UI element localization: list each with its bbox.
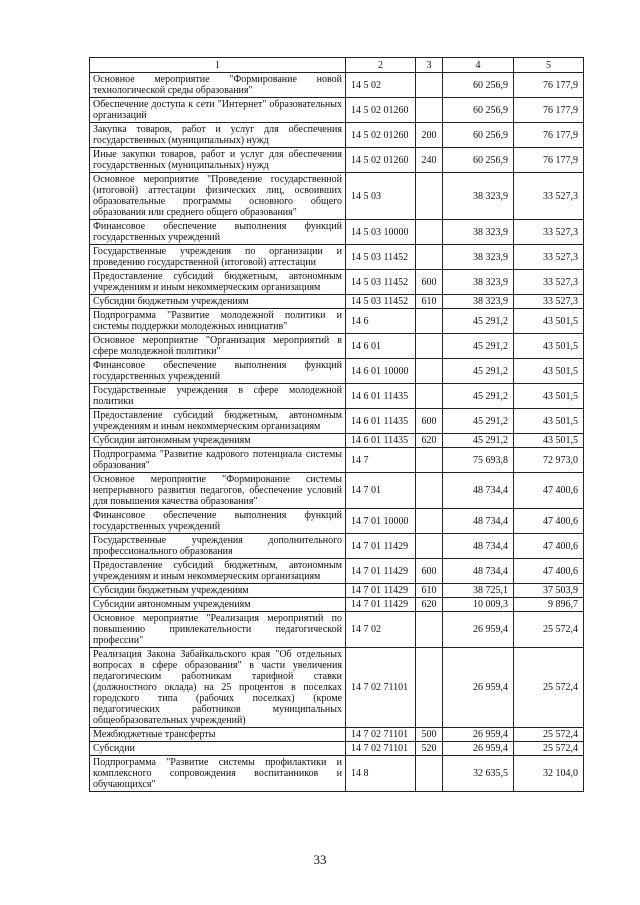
row-type [416, 309, 443, 334]
row-value-col4: 26 959,4 [443, 742, 514, 756]
row-value-col4: 60 256,9 [443, 73, 514, 98]
row-name: Иные закупки товаров, работ и услуг для обеспечения государственных (муниципальных) нужд [90, 148, 346, 173]
header-cell: 3 [416, 58, 443, 73]
row-name: Предоставление субсидий бюджетным, автономным учреждениям и иным некоммерческим организациям [90, 409, 346, 434]
table-row [90, 359, 584, 384]
table-row [90, 598, 584, 612]
row-name: Субсидии автономным учреждениям [90, 434, 346, 448]
row-type: 600 [416, 409, 443, 434]
row-value-col5: 47 400,6 [514, 559, 584, 584]
row-value-col5: 47 400,6 [514, 473, 584, 509]
row-type: 610 [416, 584, 443, 598]
row-value-col4: 38 323,9 [443, 245, 514, 270]
row-value-col5: 25 572,4 [514, 612, 584, 648]
row-code: 14 6 01 11435 [346, 409, 416, 434]
row-value-col5: 72 973,0 [514, 448, 584, 473]
row-value-col5: 43 501,5 [514, 384, 584, 409]
row-name: Основное мероприятие "Реализация мероприятий по повышению привлекательности педагогической профессии" [90, 612, 346, 648]
row-name: Субсидии автономным учреждениям [90, 598, 346, 612]
row-code: 14 7 01 11429 [346, 584, 416, 598]
row-code: 14 5 02 01260 [346, 123, 416, 148]
row-value-col5: 33 527,3 [514, 270, 584, 295]
row-name: Закупка товаров, работ и услуг для обеспечения государственных (муниципальных) нужд [90, 123, 346, 148]
table-row [90, 220, 584, 245]
table-row [90, 756, 584, 792]
row-code: 14 6 01 11435 [346, 384, 416, 409]
table-row [90, 584, 584, 598]
row-code: 14 6 01 11435 [346, 434, 416, 448]
row-name: Реализация Закона Забайкальского края "Об отдельных вопросах в сфере образования" в части увеличения педагогическим работникам тарифной ставки (должностного оклада) на 25 процентов в поселках городского типа (рабочих поселках) (кроме педагогических работников муниципальных общеобразовательных учреждений) [90, 648, 346, 728]
row-code: 14 5 03 11452 [346, 295, 416, 309]
row-type [416, 509, 443, 534]
row-type: 620 [416, 434, 443, 448]
table-row [90, 309, 584, 334]
header-cell: 2 [346, 58, 416, 73]
table-row [90, 270, 584, 295]
row-type [416, 534, 443, 559]
row-name: Предоставление субсидий бюджетным, автономным учреждениям и иным некоммерческим организациям [90, 559, 346, 584]
row-name: Межбюджетные трансферты [90, 728, 346, 742]
row-code: 14 5 02 01260 [346, 148, 416, 173]
row-value-col4: 60 256,9 [443, 123, 514, 148]
row-type: 240 [416, 148, 443, 173]
table-row [90, 98, 584, 123]
table-row [90, 742, 584, 756]
row-value-col5: 76 177,9 [514, 98, 584, 123]
row-name: Основное мероприятие "Формирование новой технологической среды образования" [90, 73, 346, 98]
row-name: Подпрограмма "Развитие системы профилактики и комплексного сопровождения воспитанников и обучающихся" [90, 756, 346, 792]
row-code: 14 7 01 11429 [346, 598, 416, 612]
row-value-col4: 45 291,2 [443, 409, 514, 434]
table-row [90, 409, 584, 434]
table-row [90, 534, 584, 559]
row-code: 14 5 03 10000 [346, 220, 416, 245]
row-value-col5: 9 896,7 [514, 598, 584, 612]
table-row [90, 123, 584, 148]
table-row [90, 728, 584, 742]
table-row [90, 245, 584, 270]
row-type [416, 220, 443, 245]
row-type [416, 612, 443, 648]
row-code: 14 5 03 [346, 173, 416, 220]
table-row [90, 559, 584, 584]
row-code: 14 5 03 11452 [346, 270, 416, 295]
row-type: 520 [416, 742, 443, 756]
row-value-col5: 25 572,4 [514, 742, 584, 756]
table-row [90, 509, 584, 534]
row-type [416, 98, 443, 123]
row-value-col4: 38 323,9 [443, 220, 514, 245]
header-cell: 5 [514, 58, 584, 73]
table-row [90, 148, 584, 173]
row-code: 14 6 01 10000 [346, 359, 416, 384]
row-type: 200 [416, 123, 443, 148]
budget-table [89, 57, 584, 792]
row-name: Государственные учреждения в сфере молодежной политики [90, 384, 346, 409]
row-name: Обеспечение доступа к сети "Интернет" образовательных организаций [90, 98, 346, 123]
row-value-col4: 48 734,4 [443, 534, 514, 559]
row-name: Финансовое обеспечение выполнения функций государственных учреждений [90, 220, 346, 245]
table-row [90, 384, 584, 409]
row-code: 14 7 01 10000 [346, 509, 416, 534]
row-name: Основное мероприятие "Формирование системы непрерывного развития педагогов, обеспечение условий для повышения качества образования" [90, 473, 346, 509]
row-type [416, 173, 443, 220]
row-value-col4: 26 959,4 [443, 728, 514, 742]
row-type [416, 73, 443, 98]
row-name: Основное мероприятие "Организация мероприятий в сфере молодежной политики" [90, 334, 346, 359]
row-value-col5: 43 501,5 [514, 334, 584, 359]
row-code: 14 5 02 [346, 73, 416, 98]
table-row [90, 173, 584, 220]
row-type [416, 648, 443, 728]
row-name: Предоставление субсидий бюджетным, автономным учреждениям и иным некоммерческим организациям [90, 270, 346, 295]
row-name: Субсидии бюджетным учреждениям [90, 584, 346, 598]
row-value-col5: 33 527,3 [514, 220, 584, 245]
row-value-col4: 48 734,4 [443, 509, 514, 534]
row-code: 14 5 02 01260 [346, 98, 416, 123]
row-type [416, 473, 443, 509]
row-name: Государственные учреждения дополнительного профессионального образования [90, 534, 346, 559]
header-cell: 4 [443, 58, 514, 73]
header-cell: 1 [90, 58, 346, 73]
row-value-col5: 76 177,9 [514, 148, 584, 173]
row-value-col4: 45 291,2 [443, 359, 514, 384]
row-name: Финансовое обеспечение выполнения функций государственных учреждений [90, 359, 346, 384]
row-code: 14 7 01 11429 [346, 534, 416, 559]
row-value-col5: 76 177,9 [514, 123, 584, 148]
row-type: 610 [416, 295, 443, 309]
row-name: Субсидии бюджетным учреждениям [90, 295, 346, 309]
row-value-col4: 38 323,9 [443, 295, 514, 309]
row-code: 14 6 [346, 309, 416, 334]
row-value-col5: 76 177,9 [514, 73, 584, 98]
row-code: 14 5 03 11452 [346, 245, 416, 270]
row-type [416, 245, 443, 270]
row-value-col4: 60 256,9 [443, 98, 514, 123]
row-value-col4: 60 256,9 [443, 148, 514, 173]
row-code: 14 7 01 11429 [346, 559, 416, 584]
row-type [416, 448, 443, 473]
row-name: Финансовое обеспечение выполнения функций государственных учреждений [90, 509, 346, 534]
row-value-col4: 32 635,5 [443, 756, 514, 792]
row-value-col5: 33 527,3 [514, 245, 584, 270]
row-value-col5: 33 527,3 [514, 295, 584, 309]
row-value-col4: 45 291,2 [443, 334, 514, 359]
row-type: 620 [416, 598, 443, 612]
row-code: 14 7 02 71101 [346, 648, 416, 728]
row-value-col4: 75 693,8 [443, 448, 514, 473]
table-row [90, 73, 584, 98]
row-value-col4: 38 323,9 [443, 173, 514, 220]
row-code: 14 8 [346, 756, 416, 792]
row-value-col4: 10 009,3 [443, 598, 514, 612]
table-row [90, 473, 584, 509]
header-row [90, 58, 584, 73]
row-type [416, 756, 443, 792]
table-row [90, 334, 584, 359]
row-name: Государственные учреждения по организации и проведению государственной (итоговой) аттестации [90, 245, 346, 270]
row-value-col5: 32 104,0 [514, 756, 584, 792]
row-value-col4: 48 734,4 [443, 559, 514, 584]
row-code: 14 7 01 [346, 473, 416, 509]
row-code: 14 7 02 71101 [346, 742, 416, 756]
table-row [90, 648, 584, 728]
row-value-col4: 45 291,2 [443, 309, 514, 334]
row-name: Субсидии [90, 742, 346, 756]
row-type [416, 384, 443, 409]
row-value-col5: 37 503,9 [514, 584, 584, 598]
row-value-col4: 45 291,2 [443, 434, 514, 448]
row-value-col5: 43 501,5 [514, 309, 584, 334]
row-type [416, 334, 443, 359]
row-value-col4: 45 291,2 [443, 384, 514, 409]
row-code: 14 7 02 71101 [346, 728, 416, 742]
row-value-col4: 48 734,4 [443, 473, 514, 509]
row-value-col5: 43 501,5 [514, 434, 584, 448]
row-value-col5: 25 572,4 [514, 648, 584, 728]
table-row [90, 295, 584, 309]
row-value-col4: 26 959,4 [443, 612, 514, 648]
table-body [90, 73, 584, 792]
row-type: 600 [416, 270, 443, 295]
row-value-col4: 26 959,4 [443, 648, 514, 728]
row-value-col5: 47 400,6 [514, 534, 584, 559]
row-value-col4: 38 323,9 [443, 270, 514, 295]
row-name: Основное мероприятие "Проведение государственной (итоговой) аттестации физических лиц, освоивших образовательные программы основного общего образования или среднего общего образования" [90, 173, 346, 220]
row-type: 500 [416, 728, 443, 742]
row-value-col5: 47 400,6 [514, 509, 584, 534]
table-row [90, 448, 584, 473]
row-code: 14 6 01 [346, 334, 416, 359]
row-name: Подпрограмма "Развитие кадрового потенциала системы образования" [90, 448, 346, 473]
row-value-col4: 38 725,1 [443, 584, 514, 598]
row-code: 14 7 [346, 448, 416, 473]
page-number: 33 [313, 852, 327, 867]
row-value-col5: 43 501,5 [514, 409, 584, 434]
row-value-col5: 43 501,5 [514, 359, 584, 384]
row-value-col5: 25 572,4 [514, 728, 584, 742]
row-name: Подпрограмма "Развитие молодежной политики и системы поддержки молодежных инициатив" [90, 309, 346, 334]
table-row [90, 434, 584, 448]
row-code: 14 7 02 [346, 612, 416, 648]
row-type [416, 359, 443, 384]
row-value-col5: 33 527,3 [514, 173, 584, 220]
row-type: 600 [416, 559, 443, 584]
table-row [90, 612, 584, 648]
